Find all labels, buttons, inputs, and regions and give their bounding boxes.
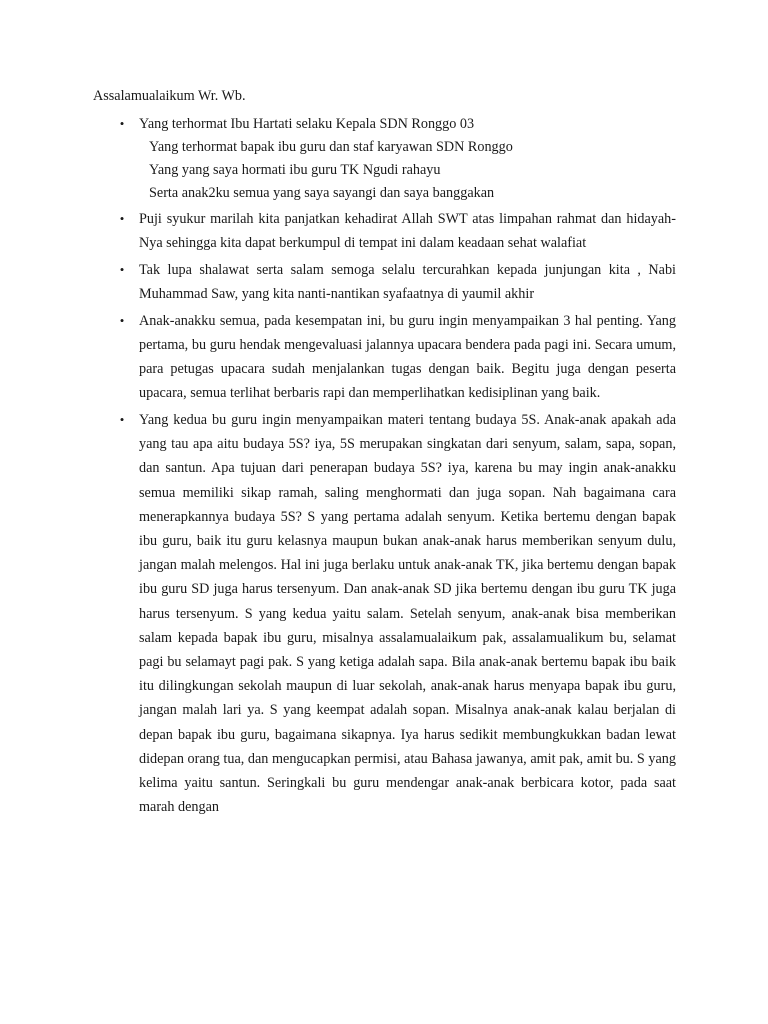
list-item-text: Yang terhormat Ibu Hartati selaku Kepala SDN Ronggo 03: [139, 116, 475, 132]
bullet-icon: •: [119, 262, 125, 277]
subline-2: Yang yang saya hormati ibu guru TK Ngudi rahayu: [149, 162, 441, 178]
list-item-2: [93, 207, 676, 255]
list-item-text: Tak lupa shalawat serta salam semoga selalu tercurahkan kepada junjungan kita , Nabi Muhammad Saw, yang kita nanti-nantikan syafaatnya di yaumil akhir: [139, 262, 676, 302]
salutation-sublines: [139, 136, 676, 205]
list-item-4: [93, 309, 676, 405]
bullet-icon: •: [119, 211, 125, 226]
bullet-icon: •: [119, 412, 125, 427]
greeting-line: Assalamualaikum Wr. Wb.: [93, 88, 246, 104]
bullet-list: [93, 112, 676, 819]
subline-1: Yang terhormat bapak ibu guru dan staf karyawan SDN Ronggo: [149, 139, 513, 155]
list-item-5: [93, 408, 676, 819]
subline-3: Serta anak2ku semua yang saya sayangi dan saya banggakan: [149, 185, 495, 201]
list-item-3: [93, 258, 676, 306]
list-item-text: Puji syukur marilah kita panjatkan kehadirat Allah SWT atas limpahan rahmat dan hidayah-Nya sehingga kita dapat berkumpul di tempat ini dalam keadaan sehat walafiat: [139, 211, 676, 251]
list-item-text: Anak-anakku semua, pada kesempatan ini, bu guru ingin menyampaikan 3 hal penting. Yang pertama, bu guru hendak mengevaluasi jalannya upacara bendera pada pagi ini. Secara umum, para petugas upacara sudah menjalankan tugas dengan baik. Begitu juga dengan peserta upacara, semua terlihat berbaris rapi dan memperlihatkan kedisiplinan yang baik.: [139, 313, 676, 401]
list-item-text: Yang kedua bu guru ingin menyampaikan materi tentang budaya 5S. Anak-anak apakah ada yang tau apa aitu budaya 5S? iya, 5S merupakan singkatan dari senyum, salam, sapa, sopan, dan santun. Apa tujuan dari penerapan budaya 5S? iya, karena bu may ingin anak-anakku semua memiliki sikap ramah, saling menghormati dan juga sopan. Nah bagaimana cara menerapkannya budaya 5S? S yang pertama adalah senyum. Ketika bertemu dengan bapak ibu guru, baik itu guru kelasnya maupun bukan anak-anak harus memberikan senyum dulu, jangan malah melengos. Hal ini juga berlaku untuk anak-anak TK, jika bertemu dengan bapak ibu guru SD juga harus tersenyum. Dan anak-anak SD jika bertemu dengan ibu guru TK juga harus tersenyum. S yang kedua yaitu salam. Setelah senyum, anak-anak bisa memberikan salam kepada bapak ibu guru, misalnya assalamualaikum pak, assalamualikum bu, selamat pagi bu selamayt pagi pak. S yang ketiga adalah sapa. Bila anak-anak bertemu bapak ibu baik itu dilingkungan sekolah maupun di luar sekolah, anak-anak harus menyapa bapak ibu guru, jangan malah lari ya. S yang keempat adalah sopan. Misalnya anak-anak kalau berjalan di depan bapak ibu guru, bagaimana sikapnya. Iya harus sedikit membungkukkan badan lewat didepan orang tua, dan mengucapkan permisi, atau Bahasa jawanya, amit pak, amit bu. S yang kelima yaitu santun. Seringkali bu guru mendengar anak-anak berbicara kotor, pada saat marah dengan: [139, 412, 676, 816]
bullet-icon: •: [119, 116, 125, 131]
bullet-icon: •: [119, 313, 125, 328]
list-item-1: [93, 112, 676, 205]
